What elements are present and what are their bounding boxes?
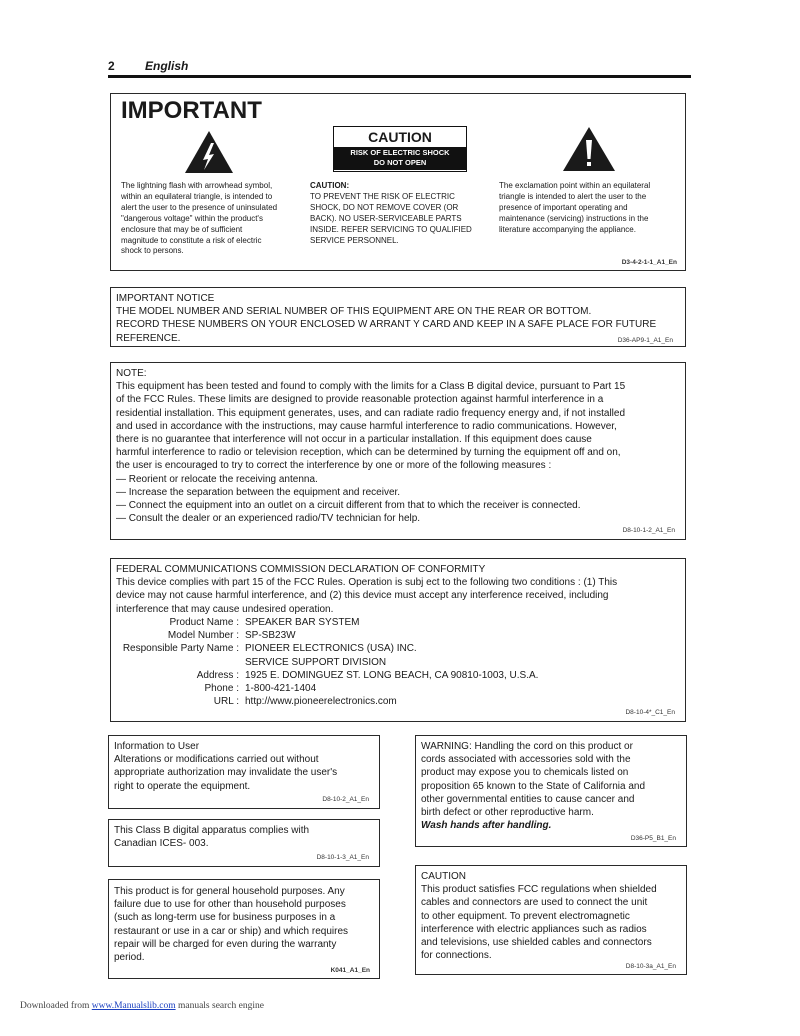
- footer-prefix: Downloaded from: [20, 1001, 92, 1011]
- footer-suffix: manuals search engine: [175, 1001, 264, 1011]
- fcc-row-value: 1-800-421-1404: [245, 683, 317, 695]
- note-text: NOTE: This equipment has been tested and found to comply with the limits for a Class B digital device, pursuant to Part 15 of the FCC Rules. These limits are designed to provide reasonable protection against harmful interference in a residential installation. This equipment generates, uses, and can radiate radio frequency energy and, if not installed and used in accordance with the instructions, may cause harmful interference to radio communications. However, there is no guarantee that interference will not occur in a particular installation. If this equipment does cause harmful interference to radio or television reception, which can be determined by turning the equipment off and on, the user is encouraged to try to correct the interference by one or more of the following measures : — Reorient or relocate the receiving antenna. — Increase the separation between the equipment and receiver. — Connect the equipment into an outlet on a circuit different from that to which the receiver is connected. — Consult the dealer or an experienced radio/TV technician for help.: [116, 368, 626, 525]
- fcc-row-value: http://www.pioneerelectronics.com: [245, 696, 397, 708]
- exclamation-warning-icon: [562, 126, 616, 172]
- note-box: [110, 362, 686, 540]
- important-notice-text: IMPORTANT NOTICE THE MODEL NUMBER AND SERIAL NUMBER OF THIS EQUIPMENT ARE ON THE REAR OR BOTTOM. RECORD THESE NUMBERS ON YOUR ENCLOSED W ARRANT Y CARD AND KEEP IN A SAFE PLACE FOR FUTURE REFERENCE.: [116, 293, 657, 344]
- fcc-row-value: SPEAKER BAR SYSTEM: [245, 617, 360, 628]
- caution-label: [333, 126, 467, 172]
- prop65-warning-box: [415, 735, 687, 847]
- fcc-row-label: URL :: [213, 696, 239, 708]
- caution-label-line2: DO NOT OPEN: [373, 158, 427, 167]
- fcc-row: [116, 642, 538, 655]
- fcc-row: [116, 669, 538, 682]
- footer-link[interactable]: www.Manualslib.com: [91, 1001, 176, 1011]
- fcc-row: [116, 682, 538, 695]
- important-notice-box: [110, 287, 686, 347]
- exclamation-description: The exclamation point within an equilateral triangle is intended to alert the user to the presence of important operating and maintenance (servicing) instructions in the literature accompanying the appliance.: [499, 181, 651, 234]
- fcc-details-table: [116, 616, 538, 708]
- household-purposes-text: This product is for general household purposes. Any failure due to use for other than household purposes (such as long-term use for business purposes in a restaurant or use in a car or ship) and which requires repair will be charged for even during the warranty period.: [114, 886, 349, 964]
- fcc-row-label: Responsible Party Name :: [122, 643, 239, 655]
- information-to-user-ref: D8-10-2_A1_En: [322, 796, 369, 803]
- fcc-row-label: Product Name :: [169, 617, 239, 628]
- fcc-row-value: 1925 E. DOMINGUEZ ST. LONG BEACH, CA 90810-1003, U.S.A.: [245, 669, 539, 681]
- fcc-row-value: SERVICE SUPPORT DIVISION: [245, 656, 387, 668]
- important-notice-ref: D36-AP9-1_A1_En: [617, 337, 673, 344]
- fcc-declaration-ref: D8-10-4*_C1_En: [625, 709, 675, 716]
- canadian-ices-text: This Class B digital apparatus complies with Canadian ICES- 003.: [114, 825, 310, 850]
- important-ref: D3-4-2-1-1_A1_En: [621, 259, 677, 266]
- fcc-caution-ref: D8-10-3a_A1_En: [625, 963, 676, 970]
- important-title: IMPORTANT: [121, 97, 262, 124]
- fcc-row-value: SP-SB23W: [245, 630, 296, 642]
- page-language: English: [145, 59, 189, 73]
- information-to-user-text: Information to User Alterations or modifications carried out without appropriate authorization may invalidate the user's right to operate the equipment.: [114, 741, 338, 792]
- fcc-row: [116, 616, 538, 629]
- fcc-row-label: Address :: [196, 669, 239, 681]
- header-rule: [108, 75, 691, 78]
- fcc-row: [116, 629, 538, 642]
- page-number: 2: [108, 59, 115, 73]
- prop65-warning-text: WARNING: Handling the cord on this product or cords associated with accessories sold with the product may expose you to chemicals listed on proposition 65 known to the State of California and other governmental entities to cause cancer and birth defect or other reproductive harm. Wash hands after handling.: [421, 741, 646, 832]
- download-footer: [20, 1001, 264, 1011]
- caution-heading: CAUTION:: [310, 181, 350, 190]
- fcc-row: [116, 695, 538, 708]
- fcc-caution-text: CAUTION This product satisfies FCC regulations when shielded cables and connectors are used to connect the unit to other equipment. To prevent electromagnetic interference with electric appliances such as radios and televisions, use shielded cables and connectors for connections.: [421, 871, 657, 962]
- fcc-caution-box: [415, 865, 687, 975]
- canadian-ices-box: [108, 819, 380, 867]
- fcc-row-value: PIONEER ELECTRONICS (USA) INC.: [245, 643, 417, 655]
- note-ref: D8-10-1-2_A1_En: [622, 527, 675, 534]
- important-box: [110, 93, 686, 271]
- lightning-warning-icon: [184, 130, 234, 174]
- household-purposes-ref: K041_A1_En: [330, 967, 370, 974]
- caution-label-line1: RISK OF ELECTRIC SHOCK: [350, 148, 450, 157]
- fcc-declaration-text: FEDERAL COMMUNICATIONS COMMISSION DECLARATION OF CONFORMITY This device complies with part 15 of the FCC Rules. Operation is subj ect to the following two conditions : (1) This device may not cause harmful interference, and (2) this device must accept any interference received, including interference that may cause undesired operation.: [116, 564, 618, 615]
- information-to-user-box: [108, 735, 380, 809]
- caution-label-title: CAUTION: [368, 129, 432, 145]
- caution-description: CAUTION: TO PREVENT THE RISK OF ELECTRIC SHOCK, DO NOT REMOVE COVER (OR BACK). NO USER-SERVICEABLE PARTS INSIDE. REFER SERVICING TO QUALIFIED SERVICE PERSONNEL.: [310, 181, 472, 245]
- household-purposes-box: [108, 879, 380, 979]
- fcc-row-label: Phone :: [204, 683, 239, 695]
- prop65-warning-ref: D36-P5_B1_En: [630, 835, 676, 842]
- fcc-declaration-box: [110, 558, 686, 722]
- lightning-description: The lightning flash with arrowhead symbol, within an equilateral triangle, is intended to alert the user to the presence of uninsulated "dangerous voltage" within the product's enclosure that may be of sufficient magnitude to constitute a risk of electric shock to persons.: [121, 181, 278, 256]
- fcc-row: [116, 656, 538, 669]
- prop65-warning-emphasis: Wash hands after handling.: [421, 820, 552, 832]
- fcc-row-label: Model Number :: [167, 630, 239, 642]
- caution-label-band: [334, 147, 466, 170]
- canadian-ices-ref: D8-10-1-3_A1_En: [316, 854, 369, 861]
